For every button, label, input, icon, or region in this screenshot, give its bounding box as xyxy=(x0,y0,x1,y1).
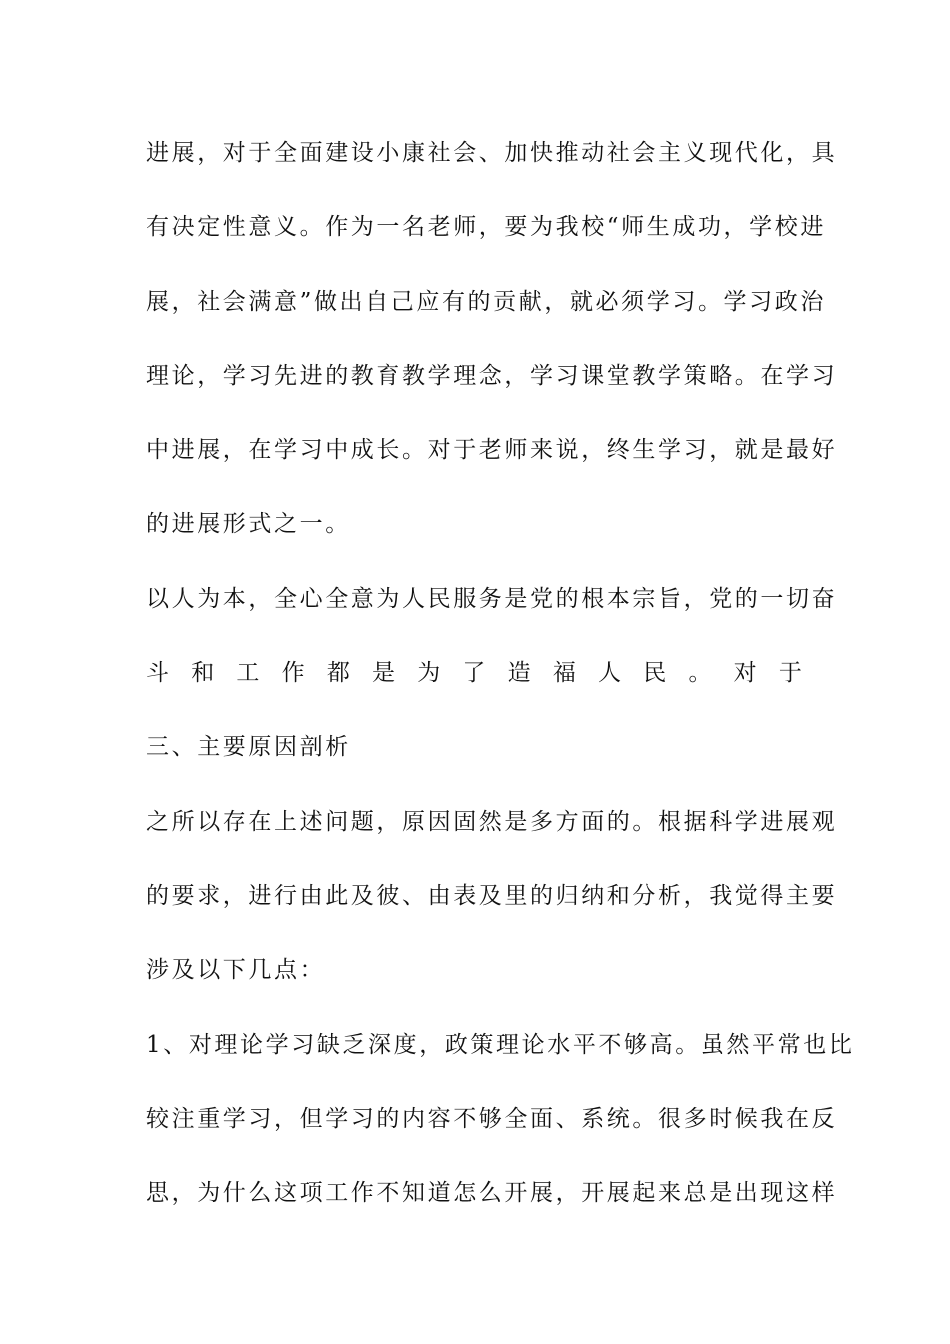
text-line: 1、对理论学习缺乏深度，政策理论水平不够高。虽然平常也比 xyxy=(146,1032,855,1058)
justified-char: 作 xyxy=(281,660,305,686)
text-line: 中进展，在学习中成长。对于老师来说，终生学习，就是最好 xyxy=(146,437,838,463)
text-line: 较注重学习，但学习的内容不够全面、系统。很多时候我在反 xyxy=(146,1106,838,1132)
justified-char: 都 xyxy=(326,660,350,686)
justified-char: 和 xyxy=(191,660,215,686)
text-line: 的要求，进行由此及彼、由表及里的归纳和分析，我觉得主要 xyxy=(146,883,838,909)
text-line: 的进展形式之一。 xyxy=(146,511,351,537)
justified-char: 人 xyxy=(598,660,622,686)
justified-char: 对 xyxy=(733,660,757,686)
justified-char: 斗 xyxy=(146,660,169,686)
text-line: 有决定性意义。作为一名老师，要为我校“师生成功，学校进 xyxy=(146,214,826,240)
justified-char: 民 xyxy=(643,660,667,686)
justified-char: 为 xyxy=(417,660,441,686)
text-line: 之所以存在上述问题，原因固然是多方面的。根据科学进展观 xyxy=(146,809,838,835)
text-line: 涉及以下几点： xyxy=(146,957,326,983)
justified-char: 了 xyxy=(462,660,486,686)
justified-char: 工 xyxy=(236,660,260,686)
text-line: 思，为什么这项工作不知道怎么开展，开展起来总是出现这样 xyxy=(146,1180,838,1206)
text-line: 以人为本，全心全意为人民服务是党的根本宗旨，党的一切奋 xyxy=(146,586,838,612)
text-line: 展，社会满意”做出自己应有的贡献，就必须学习。学习政治 xyxy=(146,289,826,315)
justified-char: 福 xyxy=(552,660,576,686)
justified-char: 是 xyxy=(372,660,396,686)
justified-char: 于 xyxy=(778,660,802,686)
text-line-justified xyxy=(146,658,802,688)
justified-char: 造 xyxy=(507,660,531,686)
section-heading: 三、主要原因剖析 xyxy=(146,734,351,760)
text-line: 进展，对于全面建设小康社会、加快推动社会主义现代化，具 xyxy=(146,140,838,166)
text-line: 理论，学习先进的教育教学理念，学习课堂教学策略。在学习 xyxy=(146,363,838,389)
justified-char: 。 xyxy=(688,660,712,686)
